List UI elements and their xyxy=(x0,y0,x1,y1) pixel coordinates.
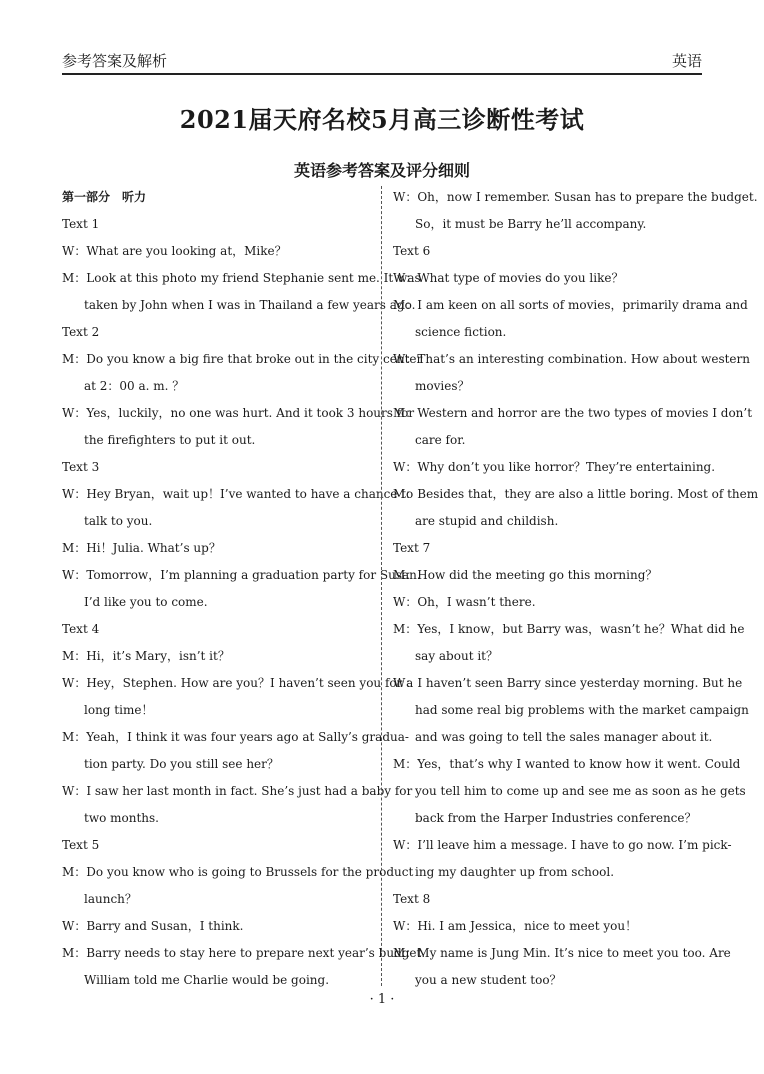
transcript-line: Text 4 xyxy=(62,622,100,636)
transcript-line: 第一部分 听力 xyxy=(62,190,147,204)
transcript-line: M：Look at this photo my friend Stephanie sent me. It was xyxy=(62,271,421,285)
page-header xyxy=(62,48,702,74)
transcript-line: Text 5 xyxy=(62,838,100,852)
transcript-line: W：Hey Bryan，wait up！I’ve wanted to have a chance to xyxy=(62,487,414,501)
transcript-line: care for. xyxy=(415,433,466,447)
transcript-line: M：Do you know a big fire that broke out in the city center xyxy=(62,352,423,366)
transcript-line: M：Besides that，they are also a little boring. Most of them xyxy=(393,487,759,501)
transcript-line: M：Barry needs to stay here to prepare next year’s budget. xyxy=(62,946,426,960)
transcript-line: talk to you. xyxy=(84,514,153,528)
transcript-line: say about it？ xyxy=(415,649,498,663)
transcript-line: you a new student too？ xyxy=(415,973,562,987)
transcript-line: science fiction. xyxy=(415,325,507,339)
transcript-line: M：Yes，that’s why I wanted to know how it went. Could xyxy=(393,757,741,771)
transcript-line: M：Yeah，I think it was four years ago at Sally’s gradua- xyxy=(62,730,409,744)
transcript-line: M：My name is Jung Min. It’s nice to meet you too. Are xyxy=(393,946,731,960)
transcript-line: Text 8 xyxy=(393,892,431,906)
transcript-line: William told me Charlie would be going. xyxy=(84,973,330,987)
transcript-line: M：Hi！Julia. What’s up？ xyxy=(62,541,221,555)
transcript-line: Text 1 xyxy=(62,217,100,231)
transcript-line: long time！ xyxy=(84,703,154,717)
transcript-line: the firefighters to put it out. xyxy=(84,433,256,447)
right-column xyxy=(393,184,759,994)
transcript-line: and was going to tell the sales manager about it. xyxy=(415,730,713,744)
transcript-line: Text 3 xyxy=(62,460,100,474)
transcript-line: M：Yes，I know，but Barry was，wasn’t he？What did he xyxy=(393,622,745,636)
transcript-line: I’d like you to come. xyxy=(84,595,208,609)
header-subject-label: 英语 xyxy=(671,52,702,70)
transcript-line: are stupid and childish. xyxy=(415,514,559,528)
transcript-line: tion party. Do you still see her？ xyxy=(84,757,279,771)
transcript-line: Text 6 xyxy=(393,244,431,258)
transcript-line: at 2：00 a. m. ？ xyxy=(84,379,185,393)
transcript-line: W：Yes，luckily，no one was hurt. And it took 3 hours for xyxy=(62,406,415,420)
transcript-line: So，it must be Barry he’ll accompany. xyxy=(415,217,647,231)
transcript-line: ing my daughter up from school. xyxy=(415,865,615,879)
transcript-line: Text 7 xyxy=(393,541,431,555)
document-subtitle: 英语参考答案及评分细则 xyxy=(293,161,470,180)
page-number: · 1 · xyxy=(369,992,395,1007)
transcript-line: M：Hi，it’s Mary，isn’t it？ xyxy=(62,649,230,663)
header-section-label: 参考答案及解析 xyxy=(62,52,168,70)
document-title: 2021届天府名校5月高三诊断性考试 xyxy=(179,105,585,134)
transcript-line: W：What type of movies do you like？ xyxy=(393,271,624,285)
transcript-line: M：How did the meeting go this morning？ xyxy=(393,568,658,582)
transcript-line: W：I’ll leave him a message. I have to go now. I’m pick- xyxy=(393,838,732,852)
transcript-line: M：Western and horror are the two types of movies I don’t xyxy=(393,406,753,420)
transcript-line: two months. xyxy=(84,811,159,825)
transcript-line: W：I haven’t seen Barry since yesterday morning. But he xyxy=(393,676,743,690)
transcript-line: W：That’s an interesting combination. How about western xyxy=(393,352,750,366)
transcript-line: W：What are you looking at，Mike？ xyxy=(62,244,287,258)
transcript-line: movies？ xyxy=(415,379,470,393)
transcript-line: taken by John when I was in Thailand a few years ago. xyxy=(84,298,416,312)
transcript-line: W：Why don’t you like horror？They’re entertaining. xyxy=(393,460,716,474)
column-divider xyxy=(381,186,382,986)
transcript-line: back from the Harper Industries conference？ xyxy=(415,811,697,825)
header-rule xyxy=(62,73,702,75)
transcript-line: Text 2 xyxy=(62,325,100,339)
transcript-line: M：Do you know who is going to Brussels for the product xyxy=(62,865,414,879)
transcript-line: W：Oh，I wasn’t there. xyxy=(393,595,536,609)
transcript-line: launch？ xyxy=(84,892,137,906)
transcript-line: M：I am keen on all sorts of movies，primarily drama and xyxy=(393,298,748,312)
transcript-line: W：I saw her last month in fact. She’s just had a baby for xyxy=(62,784,413,798)
transcript-line: had some real big problems with the market campaign xyxy=(415,703,749,717)
transcript-line: W：Hey，Stephen. How are you？I haven’t seen you for a xyxy=(62,676,414,690)
transcript-line: W：Oh，now I remember. Susan has to prepare the budget. xyxy=(393,190,758,204)
transcript-line: W：Tomorrow，I’m planning a graduation party for Susan. xyxy=(62,568,421,582)
transcript-line: W：Hi. I am Jessica，nice to meet you！ xyxy=(393,919,638,933)
transcript-line: W：Barry and Susan，I think. xyxy=(62,919,244,933)
transcript-line: you tell him to come up and see me as soon as he gets xyxy=(415,784,746,798)
